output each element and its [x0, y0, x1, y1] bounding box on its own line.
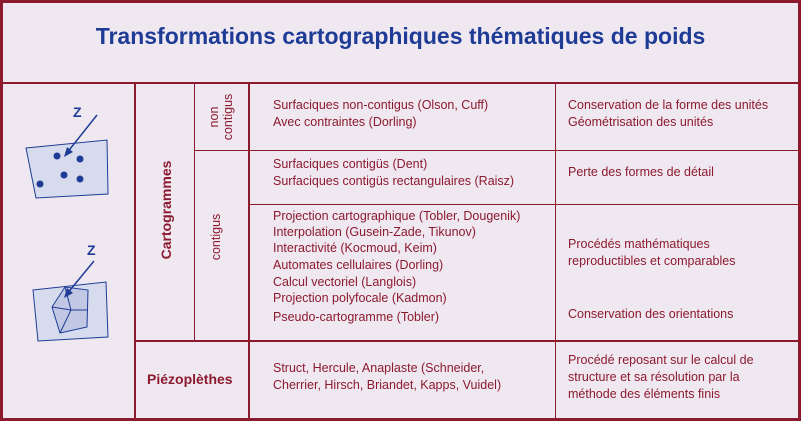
column-divider-subgroups [194, 84, 195, 340]
diagram-title: Transformations cartographiques thématiques de poids [95, 23, 706, 49]
group-label-piezoplethes: Piézoplèthes [147, 371, 233, 387]
point-dot [61, 172, 68, 179]
point-dot [77, 156, 84, 163]
property-item: reproductibles et comparables [568, 254, 736, 268]
subgroup-label-line: non [207, 106, 221, 128]
column-divider-properties [555, 84, 556, 418]
z-label-bottom: Z [87, 242, 96, 258]
method-item: Avec contraintes (Dorling) [273, 115, 417, 129]
method-item: Surfaciques contigüs rectangulaires (Raisz) [273, 174, 515, 188]
row-divider-1 [194, 150, 798, 151]
z-label-top: Z [73, 104, 82, 120]
property-item: structure et sa résolution par la [568, 370, 740, 384]
method-item: Interactivité (Kocmoud, Keim) [273, 241, 437, 255]
subgroup-label-contigus: contigus [209, 213, 223, 261]
row-divider-2 [249, 204, 798, 205]
property-item: méthode des éléments finis [568, 387, 721, 401]
method-item: Calcul vectoriel (Langlois) [273, 275, 417, 289]
method-item: Pseudo-cartogramme (Tobler) [273, 310, 440, 324]
subgroup-label-line: contigus [221, 93, 235, 141]
column-divider-methods [248, 84, 250, 418]
method-item: Surfaciques contigüs (Dent) [273, 157, 428, 171]
method-item: Projection polyfocale (Kadmon) [273, 291, 447, 305]
property-item: Procédé reposant sur le calcul de [568, 353, 754, 367]
property-item: Géométrisation des unités [568, 115, 714, 129]
method-item: Cherrier, Hirsch, Briandet, Kapps, Vuidel) [273, 378, 502, 392]
row-divider-3 [134, 340, 798, 342]
subgroup-label-non-contigus [207, 94, 235, 141]
point-dot [54, 153, 61, 160]
method-item: Projection cartographique (Tobler, Dougenik) [273, 209, 521, 223]
method-item: Surfaciques non-contigus (Olson, Cuff) [273, 98, 489, 112]
group-label-cartogrammes: Cartogrammes [158, 160, 174, 260]
property-item: Procédés mathématiques [568, 237, 710, 251]
title-divider [3, 82, 798, 84]
point-dot [77, 176, 84, 183]
property-item: Perte des formes de détail [568, 165, 714, 179]
property-item: Conservation de la forme des unités [568, 98, 769, 112]
deformed-plane-icon [20, 235, 140, 345]
method-item: Interpolation (Gusein-Zade, Tikunov) [273, 225, 476, 239]
property-item: Conservation des orientations [568, 307, 734, 321]
point-dot [37, 181, 44, 188]
method-item: Automates cellulaires (Dorling) [273, 258, 444, 272]
method-item: Struct, Hercule, Anaplaste (Schneider, [273, 361, 485, 375]
